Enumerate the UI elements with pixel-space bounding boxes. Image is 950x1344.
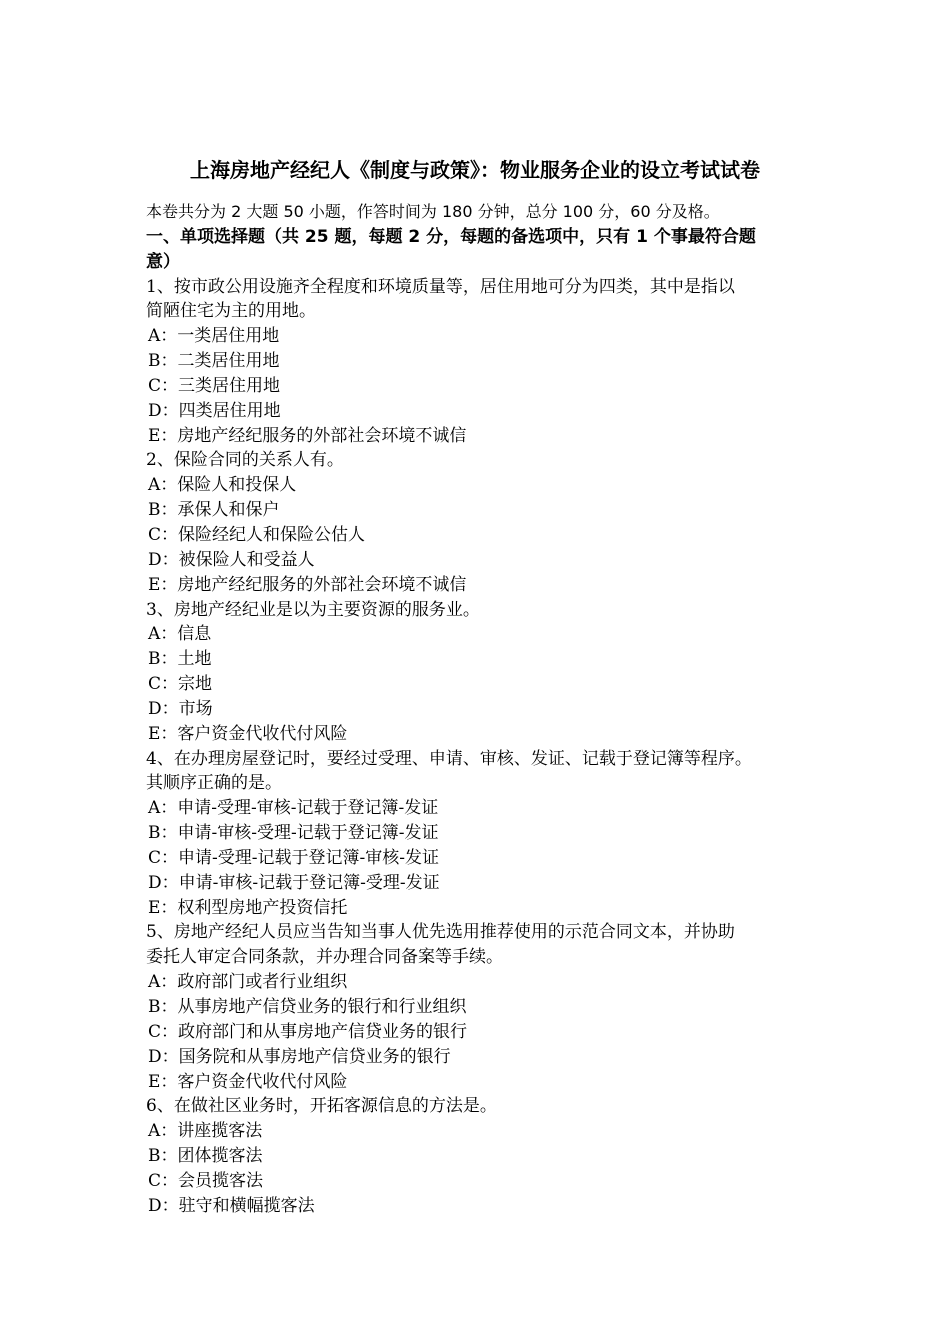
option-b: B：土地 [148,649,212,670]
question-text: 简陋住宅为主的用地。 [146,301,316,322]
option-e: E：房地产经纪服务的外部社会环境不诚信 [148,574,467,595]
option-c: C：申请-受理-记载于登记簿-审核-发证 [148,847,439,868]
question [146,448,826,597]
option-c: C：宗地 [148,674,213,695]
option-a: A：讲座揽客法 [148,1121,263,1142]
exam-intro: 本卷共分为 2 大题 50 小题，作答时间为 180 分钟，总分 100 分，60 分及格。 [146,202,720,221]
option-c: C：保险经纪人和保险公估人 [148,524,366,545]
option-b: B：承保人和保户 [148,500,280,521]
option-a: A：一类居住用地 [148,326,280,347]
question-text: 1、按市政公用设施齐全程度和环境质量等，居住用地可分为四类，其中是指以 [146,276,735,297]
question-text: 2、保险合同的关系人有。 [146,450,344,471]
question [146,598,826,747]
option-d: D：驻守和横幅揽客法 [148,1195,315,1216]
document-body [146,200,826,1219]
question-text: 6、在做社区业务时，开拓客源信息的方法是。 [146,1096,497,1117]
option-d: D：国务院和从事房地产信贷业务的银行 [148,1046,451,1067]
section-heading-continued: 意） [146,251,180,272]
option-c: C：会员揽客法 [148,1170,264,1191]
question [146,920,826,1094]
question-text: 委托人审定合同条款，并办理合同备案等手续。 [146,947,503,968]
question-text: 4、在办理房屋登记时，要经过受理、申请、审核、发证、记载于登记簿等程序。 [146,748,752,769]
option-a: A：政府部门或者行业组织 [148,972,348,993]
option-a: A：保险人和投保人 [148,475,297,496]
question [146,275,826,449]
option-a: A：信息 [148,624,212,645]
option-e: E：客户资金代收代付风险 [148,723,348,744]
option-e: E：权利型房地产投资信托 [148,897,348,918]
page-title: 上海房地产经纪人《制度与政策》：物业服务企业的设立考试试卷 [190,158,760,182]
option-b: B：二类居住用地 [148,351,280,372]
option-d: D：被保险人和受益人 [148,549,315,570]
option-d: D：市场 [148,698,213,719]
option-d: D：四类居住用地 [148,400,281,421]
option-c: C：三类居住用地 [148,375,281,396]
option-d: D：申请-审核-记载于登记簿-受理-发证 [148,872,440,893]
question [146,1094,826,1218]
question [146,747,826,921]
question-text: 5、房地产经纪人员应当告知当事人优先选用推荐使用的示范合同文本，并协助 [146,922,735,943]
option-b: B：从事房地产信贷业务的银行和行业组织 [148,997,467,1017]
option-a: A：申请-受理-审核-记载于登记簿-发证 [148,798,439,819]
option-c: C：政府部门和从事房地产信贷业务的银行 [148,1021,468,1042]
option-e: E：房地产经纪服务的外部社会环境不诚信 [148,425,467,446]
option-b: B：申请-审核-受理-记载于登记簿-发证 [148,823,439,844]
option-b: B：团体揽客法 [148,1146,263,1167]
section-heading: 一、单项选择题（共 25 题，每题 2 分，每题的备选项中，只有 1 个事最符合题 [146,226,756,247]
question-text: 其顺序正确的是。 [146,773,282,794]
question-text: 3、房地产经纪业是以为主要资源的服务业。 [146,599,480,620]
option-e: E：客户资金代收代付风险 [148,1071,348,1092]
